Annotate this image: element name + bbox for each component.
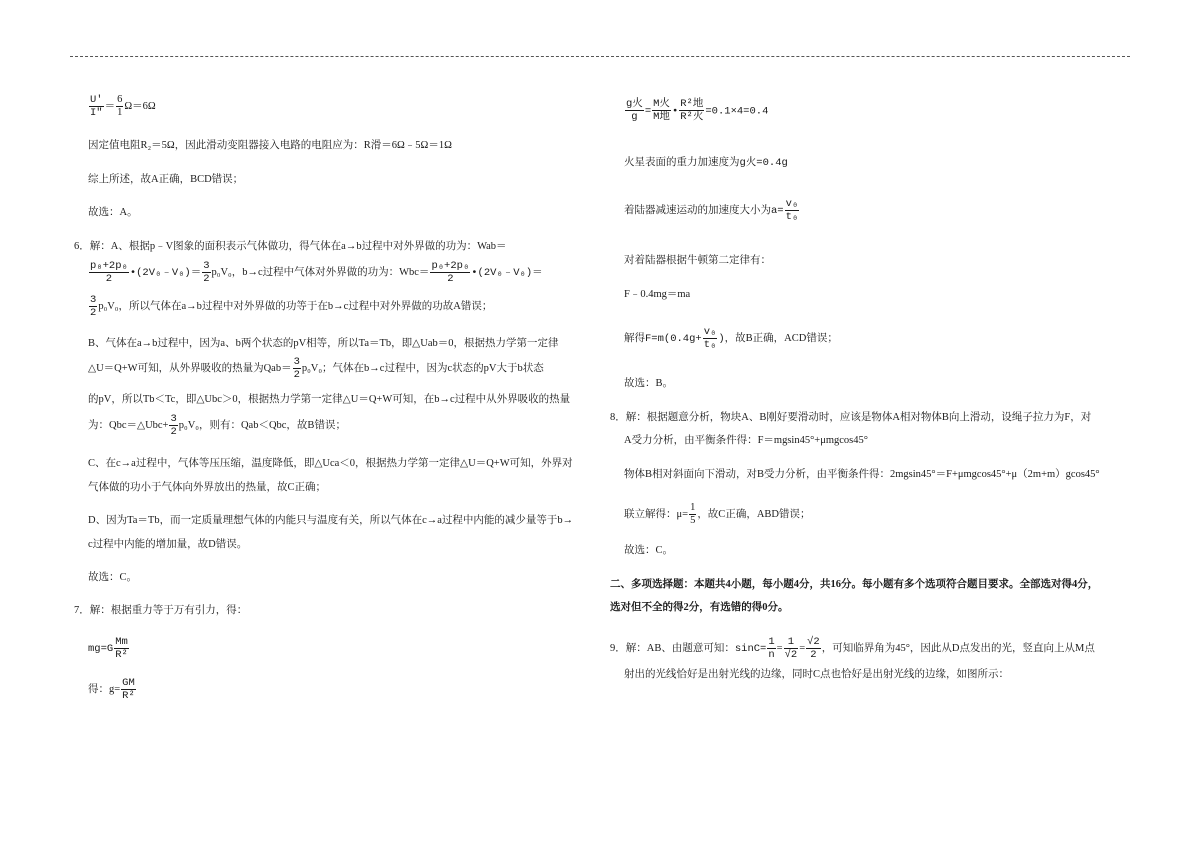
text-line: D、因为Ta＝Tb，而一定质量理想气体的内能只与温度有关，所以气体在c→a过程中内能的减少量等于b→ xyxy=(88,515,574,526)
answer-line: 故选：C。 xyxy=(624,545,674,556)
formula-line: F﹣0.4mg＝ma xyxy=(624,289,691,300)
text-line: 对着陆器根据牛顿第二定律有： xyxy=(624,255,771,266)
text-line: B、气体在a→b过程中，因为a、b两个状态的pV相等，所以Ta＝Tb，即△Uab＝0，根据热力学第一定律 xyxy=(88,338,559,349)
q8-line: 8．解：根据题意分析，物块A、B刚好要滑动时，应该是物体A相对物体B向上滑动，设绳子拉力为F，对 xyxy=(610,412,1092,423)
text-line: C、在c→a过程中，气体等压压缩，温度降低，即△Uca＜0，根据热力学第一定律△U＝Q+W可知，外界对 xyxy=(88,458,573,469)
text-line: 射出的光线恰好是出射光线的边缘，同时C点也恰好是出射光线的边缘，如图所示： xyxy=(624,669,1010,680)
q6-formula-line: 为：Qbc＝△Ubc+ $\frac{3}{2}$ p₀V₀，则有：Qab＜Qbc，故B错误； xyxy=(88,413,346,438)
q6-formula-line: $\frac{3}{2}$ p₀V₀，所以气体在a→b过程中对外界做的功等于在b→c过程中对外界做的功故A错误； xyxy=(90,294,493,319)
q7-formula-line: mg=G $\frac{Mm}{\text{R²}}$ xyxy=(88,636,128,661)
text-line: 的pV，所以Tb＜Tc，即△Ubc＞0，根据热力学第一定律△U＝Q+W可知，在b→c过程中从外界吸收的热量 xyxy=(88,394,571,405)
formula-g-ratio: g火 g = M火 M地 • R²地 R²火 =0.1×4=0.4 xyxy=(626,98,769,123)
text-line: A受力分析，由平衡条件得：F＝mgsin45°+μmgcos45° xyxy=(624,435,868,446)
q6-formula-line: △U＝Q+W可知，从外界吸收的热量为Qab＝ $\frac{3}{2}$ p₀V₀；气体在b→c过程中，因为c状态的pV大于b状态 xyxy=(88,356,544,381)
answer-line: 故选：B。 xyxy=(624,378,674,389)
formula-r-calc: $\frac{U'}{I''}$ ＝ $\frac{6}{1}$ Ω＝6Ω xyxy=(90,94,156,119)
text-line: 因定值电阻R₂＝5Ω，因此滑动变阻器接入电路的电阻应为：R滑＝6Ω﹣5Ω＝1Ω xyxy=(88,140,452,151)
formula-line: 着陆器减速运动的加速度大小为a= $\frac{\text{v₀}}{\text{t₀}}$ xyxy=(624,198,799,223)
formula-line: 联立解得：μ= $\frac{1}{5}$ ，故C正确，ABD错误； xyxy=(624,502,811,526)
q7-line: 7．解：根据重力等于万有引力，得： xyxy=(74,605,248,616)
q6-formula-line: $\frac{\text{p₀+2p₀}}{2}$ •(2V₀﹣V₀)＝ $\frac{3}{2}$ p₀V₀，b→c过程中气体对外界做的功为：Wbc＝ $\frac{\text{p₀+2p₀}}{2}$ •(2V₀﹣V₀)＝ xyxy=(90,260,543,285)
answer-line: 故选：C。 xyxy=(88,572,138,583)
text-line: 气体做的功小于气体向外界放出的热量，故C正确； xyxy=(88,482,327,493)
text-line: 综上所述，故A正确，BCD错误； xyxy=(88,174,244,185)
q9-formula-line: 9．解：AB、由题意可知：sinC= $\frac{1}{n}$ = $\frac{1}{√2}$ = $\frac{√2}{2}$ ，可知临界角为45°，因此从D点发出的光，竖直向上从M点 xyxy=(610,636,1095,661)
formula-line: 解得F=m(0.4g+ $\frac{\text{v₀}}{\text{t₀}}$ )，故B正确，ACD错误； xyxy=(624,326,838,351)
section-heading: 二、多项选择题：本题共4小题，每小题4分，共16分。每小题有多个选项符合题目要求。全部选对得4分， xyxy=(610,579,1099,590)
text-line: 火星表面的重力加速度为g火=0.4g xyxy=(624,157,788,169)
header-rule xyxy=(70,56,1130,57)
text-line: c过程中内能的增加量，故D错误。 xyxy=(88,539,248,550)
q6-line: 6．解：A、根据p﹣V图象的面积表示气体做功，得气体在a→b过程中对外界做的功为：Wab＝ xyxy=(74,241,507,252)
q7-formula-line: 得：g= $\frac{GM}{\text{R²}}$ xyxy=(88,677,135,702)
text-line: 物体B相对斜面向下滑动，对B受力分析，由平衡条件得：2mgsin45°＝F+μmgcos45°+μ（2m+m）gcos45° xyxy=(624,469,1100,480)
answer-line: 故选：A。 xyxy=(88,207,138,218)
section-heading: 选对但不全的得2分，有选错的得0分。 xyxy=(610,602,789,613)
